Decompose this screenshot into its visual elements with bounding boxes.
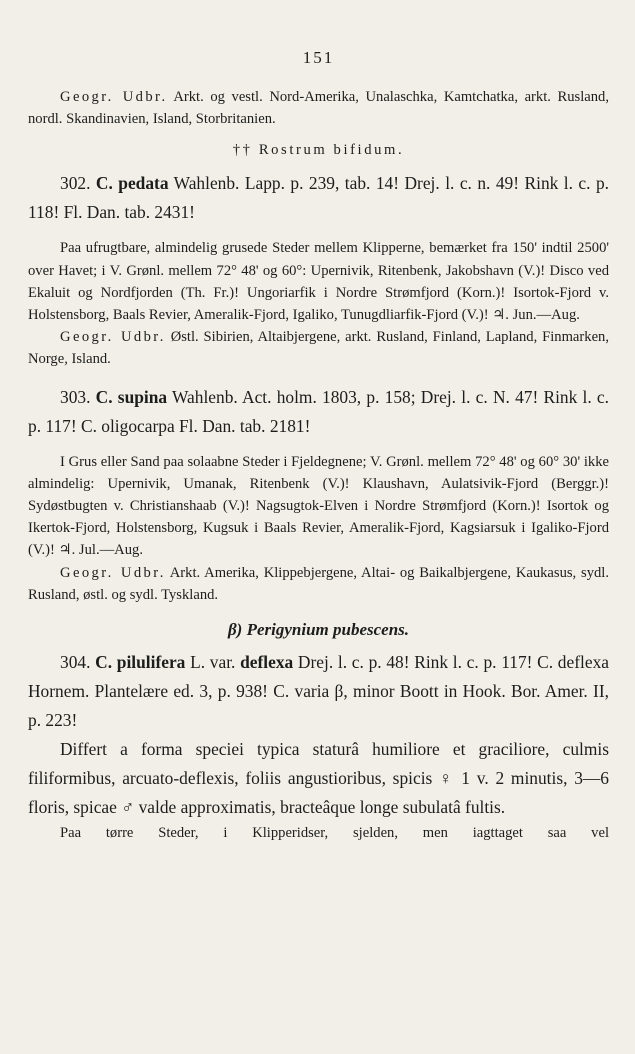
- citation: Wahlenb. Lapp. p. 239, tab. 14! Drej. l. c. n. 49! Rink l. c. p. 118! Fl. Dan. tab. 2431!: [28, 173, 609, 223]
- entry-302-habitat: Paa ufrugtbare, almindelig grusede Steder mellem Klipperne, bemærket fra 150' indtil 2500' over Havet; i V. Grønl. mellem 72° 48' og 60°: Upernivik, Ritenbenk, Jakobshavn (V.)! Disco ved Ekaluit og Nordfjorden (Th. Fr.)! Ungoriarfik i Nordre Strømfjord (Korn.)! Isortok-Fjord v. Holstensborg, Baals Revier, Ameralik-Fjord, Igaliko, Tunugdliarfik-Fjord (V.)! ♃. Jun.—Aug.: [28, 240, 609, 324]
- variety-name: deflexa: [240, 652, 294, 673]
- geogr-label: Geogr. Udbr.: [60, 329, 166, 346]
- entry-302-header: [28, 169, 609, 227]
- species-name: C. pedata: [95, 173, 169, 194]
- page-number: 151: [302, 48, 335, 67]
- geogr-paragraph-top: [28, 86, 609, 130]
- species-name: C. supina: [95, 386, 168, 407]
- geogr-text: Arkt. og vestl. Nord-Amerika, Unalaschka, Kamtchatka, arkt. Rusland, nordl. Skandinavien, Island, Storbritanien.: [28, 89, 609, 128]
- entry-303-geogr: [28, 562, 609, 606]
- entry-304-latin: Differt a forma speciei typica staturâ humiliore et graciliore, culmis filiformibus, arcuato-deflexis, foliis angustioribus, spicis ♀ 1 v. 2 minutis, 3—6 floris, spicae ♂ valde approximatis, bracteâque longe subulatâ fultis.: [28, 739, 609, 818]
- entry-303-habitat: I Grus eller Sand paa solaabne Steder i Fjeldegnene; V. Grønl. mellem 72° 48' og 60° 30' ikke almindelig: Upernivik, Umanak, Ritenbenk (V.)! Klaushavn, Aulatsivik-Fjord (Berggr.)! Sydøstbugten v. Christianshaab (V.)! Nagsugtok-Elven i Nordre Strømfjord (Korn.)! Isortok og Ikertok-Fjord, Holstensborg, Kugsuk i Baals Revier, Ameralik-Fjord, Kagsiarsuk i Igaliko-Fjord (V.)! ♃. Jul.—Aug.: [28, 453, 609, 559]
- geogr-label: Geogr. Udbr.: [60, 564, 166, 581]
- citation: Drej. l. c. p. 48! Rink l. c. p. 117! C. deflexa Hornem. Plantelære ed. 3, p. 938! C. varia β, minor Boott in Hook. Bor. Amer. II, p. 223!: [28, 652, 609, 731]
- entry-302-geogr: [28, 326, 609, 370]
- geogr-text: Østl. Sibirien, Altaibjergene, arkt. Rusland, Finland, Lapland, Finmarken, Norge, Island.: [28, 329, 609, 368]
- species-name: C. pilulifera: [95, 652, 186, 673]
- subheading-rostrum: †† Rostrum bifidum.: [232, 142, 405, 159]
- subheading-perigynium: β) Perigynium pubescens.: [227, 620, 410, 640]
- geogr-text: Arkt. Amerika, Klippebjergene, Altai- og Baikalbjergene, Kaukasus, sydl. Rusland, østl. og sydl. Tyskland.: [28, 564, 609, 603]
- entry-number: 302.: [60, 173, 91, 194]
- entry-number: 304.: [60, 652, 91, 673]
- entry-304-header: [28, 648, 609, 735]
- entry-303-header: [28, 383, 609, 441]
- citation: Wahlenb. Act. holm. 1803, p. 158; Drej. l. c. N. 47! Rink l. c. p. 117! C. oligocarpa Fl. Dan. tab. 2181!: [28, 386, 609, 436]
- variety-prefix: L. var.: [185, 652, 241, 673]
- geogr-label: Geogr. Udbr.: [60, 89, 168, 105]
- entry-number: 303.: [60, 386, 91, 407]
- entry-304-habitat: Paa tørre Steder, i Klipperidser, sjelden, men iagttaget saa vel: [60, 825, 609, 842]
